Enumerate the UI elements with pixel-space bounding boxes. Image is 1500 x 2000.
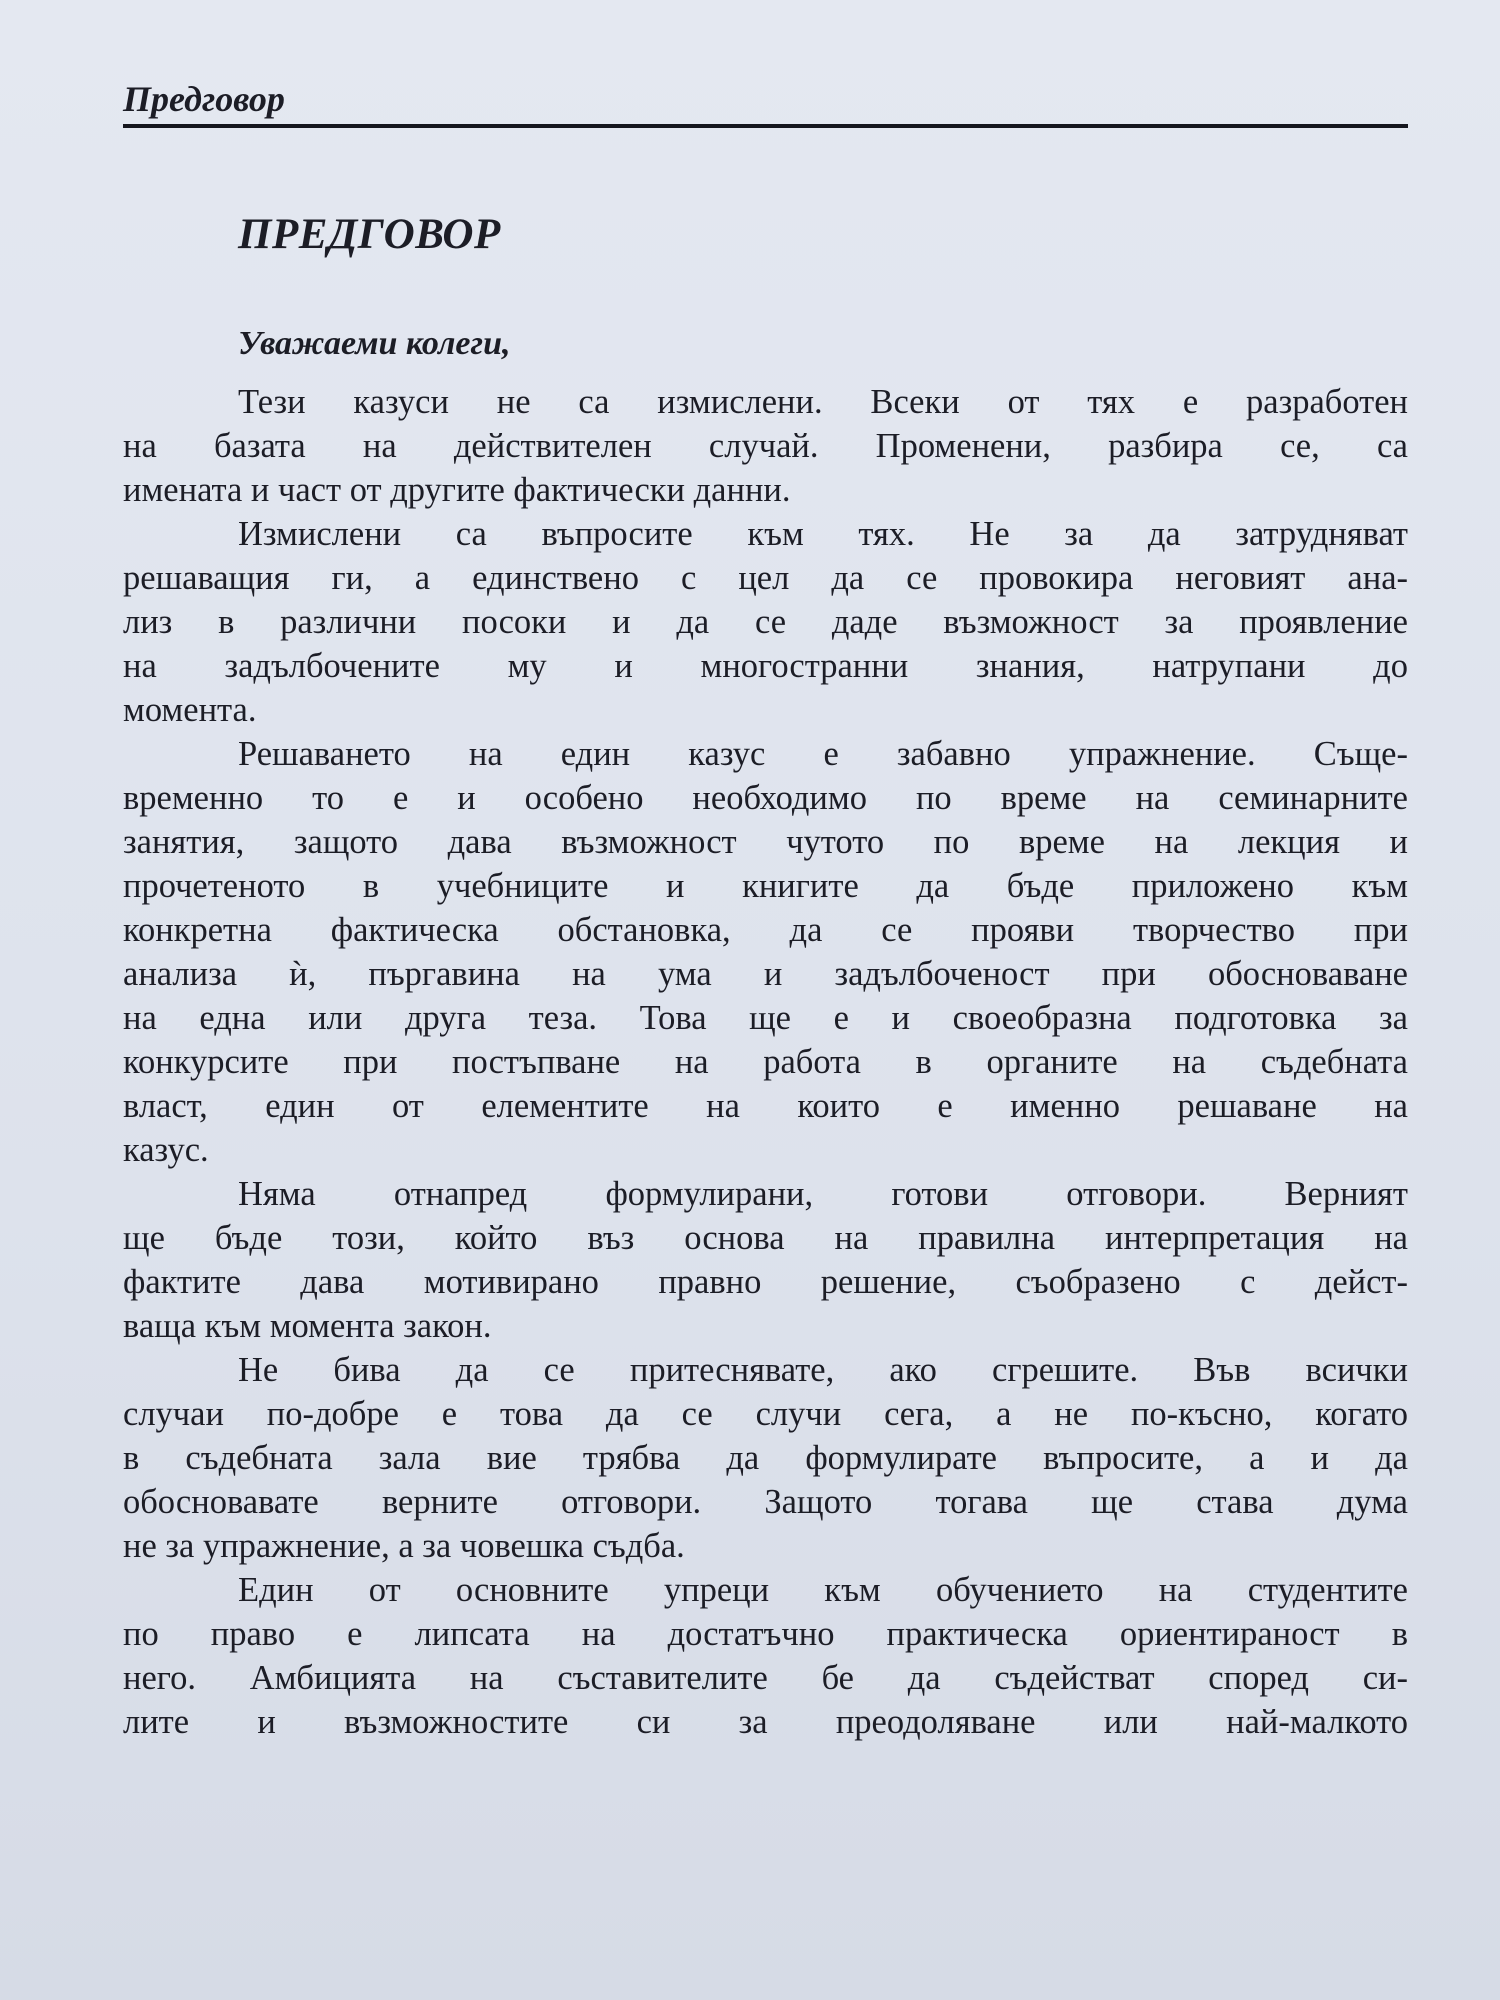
text-line: казус. xyxy=(123,1131,209,1169)
text-line: ваща към момента закон. xyxy=(123,1307,492,1345)
body-text xyxy=(123,380,1408,1744)
text-line: решаващия ги, а единствено с цел да се провокира неговият ана- xyxy=(123,559,1408,597)
text-line: имената и част от другите фактически данни. xyxy=(123,471,791,509)
text-line: лите и възможностите си за преодоляване или най-малкото xyxy=(123,1703,1408,1741)
text-line: Не бива да се притеснявате, ако сгрешите. Във всички xyxy=(238,1351,1408,1389)
text-line: Един от основните упреци към обучението на студентите xyxy=(238,1571,1408,1609)
text-line: на една или друга теза. Това ще е и своеобразна подготовка за xyxy=(123,999,1408,1037)
text-line: Измислени са въпросите към тях. Не за да затрудняват xyxy=(238,515,1408,553)
running-head-text: Предговор xyxy=(123,79,285,119)
text-line: Няма отнапред формулирани, готови отговори. Верният xyxy=(238,1175,1408,1213)
text-line: по право е липсата на достатъчно практическа ориентираност в xyxy=(123,1615,1408,1653)
running-head xyxy=(123,78,1408,128)
text-line: не за упражнение, а за човешка съдба. xyxy=(123,1527,685,1565)
text-line: лиз в различни посоки и да се даде възможност за проявление xyxy=(123,603,1408,641)
text-line: конкретна фактическа обстановка, да се прояви творчество при xyxy=(123,911,1408,949)
text-line: временно то е и особено необходимо по време на семинарните xyxy=(123,779,1408,817)
text-line: занятия, защото дава възможност чутото по време на лекция и xyxy=(123,823,1408,861)
text-line: власт, един от елементите на които е именно решаване на xyxy=(123,1087,1408,1125)
text-line: конкурсите при постъпване на работа в органите на съдебната xyxy=(123,1043,1408,1081)
salutation: Уважаеми колеги, xyxy=(238,325,511,362)
text-line: на задълбочените му и многостранни знания, натрупани до xyxy=(123,647,1408,685)
text-line: фактите дава мотивирано правно решение, съобразено с дейст- xyxy=(123,1263,1408,1301)
text-line: него. Амбицията на съставителите бе да съдействат според си- xyxy=(123,1659,1408,1697)
text-line: ще бъде този, който въз основа на правилна интерпретация на xyxy=(123,1219,1408,1257)
text-line: момента. xyxy=(123,691,257,729)
text-line: обосновавате верните отговори. Защото тогава ще става дума xyxy=(123,1483,1408,1521)
text-line: Тези казуси не са измислени. Всеки от тях е разработен xyxy=(238,383,1408,421)
text-line: Решаването на един казус е забавно упражнение. Съще- xyxy=(238,735,1408,773)
text-line: на базата на действителен случай. Променени, разбира се, са xyxy=(123,427,1408,465)
text-line: в съдебната зала вие трябва да формулирате въпросите, а и да xyxy=(123,1439,1408,1477)
text-line: анализа ѝ, пъргавина на ума и задълбоченост при обосноваване xyxy=(123,955,1408,993)
text-line: прочетеното в учебниците и книгите да бъде приложено към xyxy=(123,867,1408,905)
text-line: случаи по-добре е това да се случи сега, а не по-късно, когато xyxy=(123,1395,1408,1433)
chapter-title: ПРЕДГОВОР xyxy=(238,211,501,258)
